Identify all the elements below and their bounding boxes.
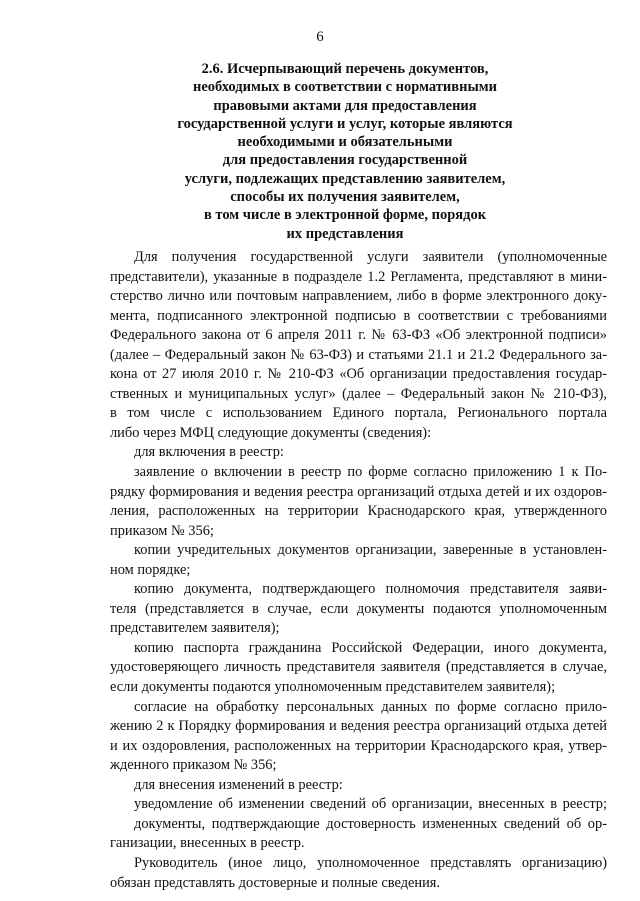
heading-line: необходимых в соответствии с нормативными: [192, 79, 498, 96]
body-line: жению 2 к Порядку формирования и ведения реестра организаций отдыха детей: [110, 718, 607, 735]
body-line: либо через МФЦ следующие документы (сведения):: [110, 424, 432, 441]
section-heading: [110, 60, 580, 243]
body-line: уведомление об изменении сведений об организации, внесенных в реестр;: [134, 796, 607, 813]
body-line: кона от 27 июля 2010 г. № 210-ФЗ «Об организации предоставления государ-: [110, 366, 607, 383]
heading-line: правовыми актами для предоставления: [213, 97, 477, 114]
body-line: копию документа, подтверждающего полномочия представителя заяви-: [134, 581, 607, 598]
body-line: стерство лично или почтовым направлением, либо в форме электронного доку-: [110, 288, 607, 305]
body-line: и их оздоровления, расположенных на территории Краснодарского края, утвер-: [110, 737, 607, 754]
body-line: для включения в реестр:: [134, 444, 284, 461]
body-line: копию паспорта гражданина Российской Федерации, иного документа,: [134, 639, 607, 656]
heading-line: необходимыми и обязательными: [237, 134, 453, 151]
body-line: в том числе с использованием Единого портала, Регионального портала: [110, 405, 607, 422]
body-line: копии учредительных документов организации, заверенные в установлен-: [134, 542, 607, 559]
body-text: [110, 248, 607, 893]
body-line: ления, расположенных на территории Краснодарского края, утвержденного: [110, 503, 607, 520]
body-line: обязан представлять достоверные и полные сведения.: [110, 874, 441, 891]
heading-line: способы их получения заявителем,: [230, 189, 460, 206]
page-number: 6: [316, 29, 324, 45]
body-line: Федерального закона от 6 апреля 2011 г. № 63-ФЗ «Об электронной подписи»: [110, 327, 607, 344]
body-line: заявление о включении в реестр по форме согласно приложению 1 к По-: [134, 464, 607, 481]
heading-line: государственной услуги и услуг, которые являются: [177, 115, 513, 132]
body-line: мента, подписанного электронной подписью в соответствии с требованиями: [110, 307, 607, 324]
heading-line: для предоставления государственной: [222, 152, 468, 169]
body-line: (далее – Федеральный закон № 63-ФЗ) и статьями 21.1 и 21.2 Федерального за-: [110, 346, 607, 363]
body-line: жденного приказом № 356;: [110, 757, 277, 774]
heading-line: 2.6. Исчерпывающий перечень документов,: [201, 61, 489, 77]
body-line: удостоверяющего личность представителя заявителя (представляется в случае,: [110, 659, 607, 676]
body-line: рядку формирования и ведения реестра организаций отдыха детей и их оздоров-: [110, 483, 607, 500]
body-line: Для получения государственной услуги заявители (уполномоченные: [134, 249, 607, 265]
body-line: ственных и муниципальных услуг» (далее – Федеральный закон № 210-ФЗ),: [110, 385, 607, 402]
body-line: для внесения изменений в реестр:: [134, 776, 343, 793]
body-line: ганизации, внесенных в реестр.: [110, 835, 305, 852]
body-line: ном порядке;: [110, 561, 191, 578]
body-line: если документы подаются уполномоченным представителем заявителя);: [110, 679, 556, 696]
heading-line: услуги, подлежащих представлению заявителем,: [184, 170, 506, 187]
body-line: приказом № 356;: [110, 522, 214, 539]
body-line: документы, подтверждающие достоверность измененных сведений об ор-: [134, 815, 607, 832]
heading-line: их представления: [286, 225, 404, 242]
body-line: представителем заявителя);: [110, 620, 280, 637]
body-line: теля (представляется в случае, если документы подаются уполномоченным: [110, 600, 607, 617]
heading-line: в том числе в электронной форме, порядок: [203, 207, 487, 224]
body-line: согласие на обработку персональных данных по форме согласно прило-: [134, 698, 607, 715]
body-line: Руководитель (иное лицо, уполномоченное представлять организацию): [134, 854, 607, 871]
body-line: представители), указанные в подразделе 1.2 Регламента, представляют в мини-: [110, 268, 607, 285]
